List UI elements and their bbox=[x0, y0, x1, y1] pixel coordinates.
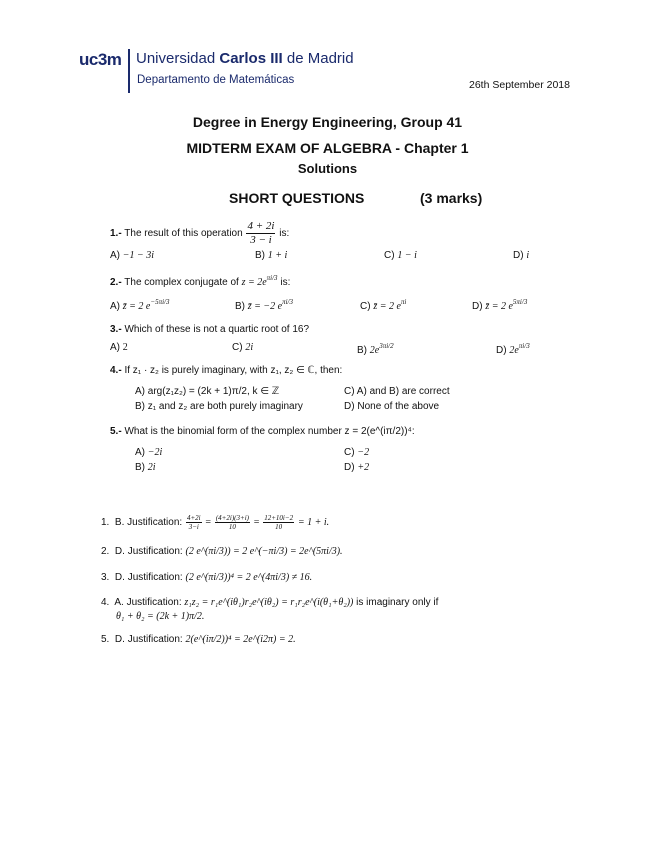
question-1-option-c[interactable]: C) 1 − i bbox=[384, 250, 417, 261]
solution-1-fraction-c: $\frac{12+10i-2}{10}$ bbox=[264, 514, 294, 531]
title-block bbox=[0, 114, 655, 181]
question-2-option-c[interactable]: C) z̄ = 2 $e^{\pi i}$ bbox=[360, 298, 407, 312]
question-3-option-c[interactable]: C) 2i bbox=[232, 342, 254, 353]
question-3: 3.- Which of these is not a quartic root of 16? bbox=[110, 324, 309, 335]
logo-divider bbox=[128, 49, 130, 93]
subtitle: Solutions bbox=[297, 161, 358, 176]
question-1-option-d[interactable]: D) i bbox=[513, 250, 530, 261]
solution-3: 3. D. Justification: (2 e^(πi/3))⁴ = 2 e^(4πi/3) ≠ 16. bbox=[101, 572, 313, 583]
exam-date: 26th September 2018 bbox=[469, 79, 570, 91]
solution-1-fraction-a: $\frac{4+2i}{3-i}$ bbox=[186, 514, 201, 531]
solution-4: 4. A. Justification: z₁z₂ = r₁e^(iθ₁)r₂e^(iθ₂) = r₁r₂e^(i(θ₁+θ₂)) is imaginary only if bbox=[101, 597, 439, 608]
question-3-option-d[interactable]: D) $2e^{\pi i/3}$ bbox=[496, 342, 530, 356]
question-4-option-d[interactable]: D) None of the above bbox=[344, 401, 440, 412]
question-4-option-a[interactable]: A) arg(z₁z₂) = (2k + 1)π/2, k ∈ ℤ bbox=[135, 386, 280, 397]
question-5-option-d[interactable]: D) +2 bbox=[344, 462, 370, 473]
solution-2: 2. D. Justification: (2 e^(πi/3)) = 2 e^(−πi/3) = 2e^(5πi/3). bbox=[101, 546, 343, 557]
question-3-option-a[interactable]: A) 2 bbox=[110, 342, 128, 353]
question-2: 2.- The complex conjugate of $z = 2e^{\pi i/3}$ is: bbox=[110, 274, 291, 288]
question-1: 1.- The result of this operation $\frac{4 + 2i}{3 - i}$ is: bbox=[110, 220, 290, 246]
solution-1-fraction-b: $\frac{(4+2i)(3+i)}{10}$ bbox=[215, 514, 249, 531]
logo-mark: uc3m bbox=[79, 50, 122, 69]
question-5: 5.- What is the binomial form of the complex number z = 2(e^(iπ/2))⁴: bbox=[110, 426, 415, 437]
question-5-option-a[interactable]: A) −2i bbox=[135, 447, 163, 458]
question-3-option-b[interactable]: B) $2e^{3\pi i/2}$ bbox=[357, 342, 394, 356]
solution-1: 1. B. Justification: $\frac{4+2i}{3-i}$ = $\frac{(4+2i)(3+i)}{10}$ = $\frac{12+10i-2}{10}$ = 1 + i. bbox=[101, 514, 330, 531]
question-2-option-b[interactable]: B) z̄ = −2 $e^{\pi i/3}$ bbox=[235, 298, 294, 312]
question-2-option-d[interactable]: D) z̄ = 2 $e^{5\pi i/3}$ bbox=[472, 298, 528, 312]
question-2-option-a[interactable]: A) z̄ = 2 $e^{-5\pi i/3}$ bbox=[110, 298, 170, 312]
question-4: 4.- If z₁ · z₂ is purely imaginary, with z₁, z₂ ∈ ℂ, then: bbox=[110, 365, 343, 376]
exam-title: MIDTERM EXAM OF ALGEBRA - Chapter 1 bbox=[186, 140, 469, 156]
question-4-option-b[interactable]: B) z₁ and z₂ are both purely imaginary bbox=[135, 401, 303, 412]
question-4-option-c[interactable]: C) A) and B) are correct bbox=[344, 386, 450, 397]
university-name: Universidad Carlos III de Madrid bbox=[136, 50, 354, 67]
degree-title: Degree in Energy Engineering, Group 41 bbox=[192, 114, 463, 130]
solution-4-line-2: θ₁ + θ₂ = (2k + 1)π/2. bbox=[116, 611, 205, 622]
question-1-option-a[interactable]: A) −1 − 3i bbox=[110, 250, 155, 261]
question-1-fraction: $\frac{4 + 2i}{3 - i}$ bbox=[247, 220, 275, 246]
question-5-option-c[interactable]: C) −2 bbox=[344, 447, 370, 458]
section-marks: (3 marks) bbox=[420, 190, 483, 206]
department-name: Departamento de Matemáticas bbox=[137, 74, 295, 86]
solution-5: 5. D. Justification: 2(e^(iπ/2))⁴ = 2e^(i2π) = 2. bbox=[101, 634, 296, 645]
question-1-option-b[interactable]: B) 1 + i bbox=[255, 250, 288, 261]
university-logo bbox=[79, 49, 371, 95]
section-heading: SHORT QUESTIONS bbox=[229, 190, 365, 206]
question-5-option-b[interactable]: B) 2i bbox=[135, 462, 156, 473]
